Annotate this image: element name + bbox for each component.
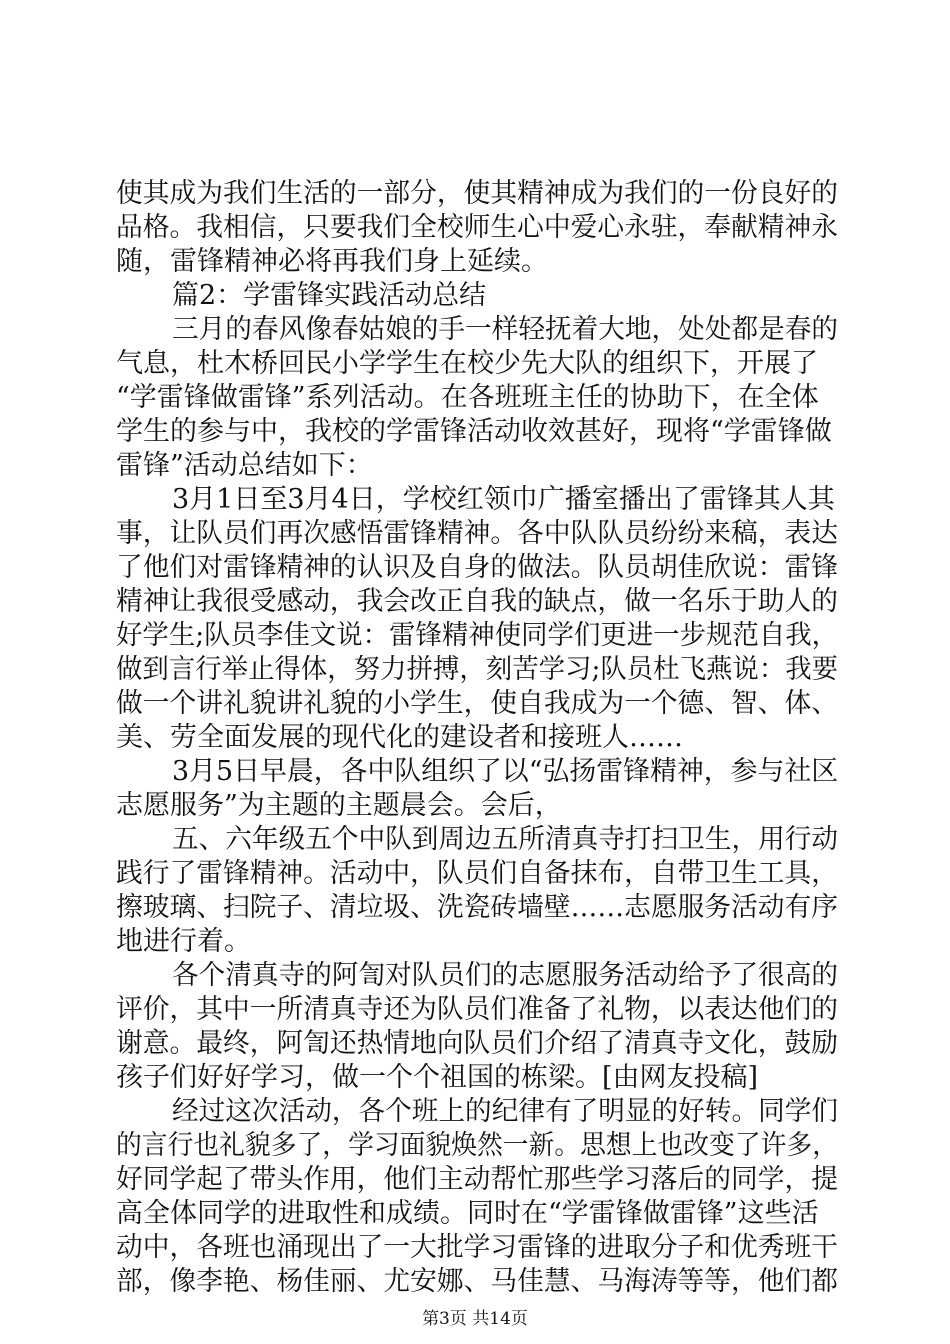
text-line: 地进行着。 [116,926,251,957]
text-line: 事，让队员们再次感悟雷锋精神。各中队队员纷纷来稿，表达 [116,518,839,549]
text-line: 各个清真寺的阿訇对队员们的志愿服务活动给予了很高的 [172,960,839,991]
text-line: 践行了雷锋精神。活动中，队员们自备抹布，自带卫生工具， [116,858,839,889]
text-line: 品格。我相信，只要我们全校师生心中爱心永驻，奉献精神永 [116,212,839,243]
text-line: 的言行也礼貌多了，学习面貌焕然一新。思想上也改变了许多， [116,1130,838,1161]
text-line: 三月的春风像春姑娘的手一样轻抚着大地，处处都是春的 [172,314,839,345]
page-number-footer: 第3页 共14页 [422,1309,528,1329]
text-line: 3月1日至3月4日，学校红领巾广播室播出了雷锋其人其 [172,484,835,515]
text-line: 动中，各班也涌现出了一大批学习雷锋的进取分子和优秀班干 [116,1232,839,1263]
text-line: 了他们对雷锋精神的认识及自身的做法。队员胡佳欣说：雷锋 [116,552,839,583]
text-line: 精神让我很受感动，我会改正自我的缺点，做一名乐于助人的 [116,586,839,617]
text-line: 使其成为我们生活的一部分，使其精神成为我们的一份良好的 [116,178,839,209]
text-line: 做一个讲礼貌讲礼貌的小学生，使自我成为一个德、智、体、 [116,688,839,719]
text-line: 评价，其中一所清真寺还为队员们准备了礼物，以表达他们的 [116,994,839,1025]
text-line: 美、劳全面发展的现代化的建设者和接班人…… [116,722,683,753]
text-line: 学生的参与中，我校的学雷锋活动收效甚好，现将“学雷锋做 [116,416,832,447]
text-line: 做到言行举止得体，努力拼搏，刻苦学习;队员杜飞燕说：我要 [116,654,839,685]
text-line: 谢意。最终，阿訇还热情地向队员们介绍了清真寺文化，鼓励 [116,1028,839,1059]
text-line: “学雷锋做雷锋”系列活动。在各班班主任的协助下，在全体 [116,382,819,413]
text-line: 孩子们好好学习，做一个个祖国的栋梁。[由网友投稿] [116,1062,759,1093]
text-line: 高全体同学的进取性和成绩。同时在“学雷锋做雷锋”这些活 [116,1198,819,1229]
text-line: 好学生;队员李佳文说：雷锋精神使同学们更进一步规范自我， [116,620,839,651]
text-line: 随，雷锋精神必将再我们身上延续。 [116,246,548,277]
text-line: 雷锋”活动总结如下： [116,450,373,481]
text-line: 志愿服务”为主题的主题晨会。会后， [116,790,562,821]
text-line: 五、六年级五个中队到周边五所清真寺打扫卫生，用行动 [172,824,839,855]
text-line: 经过这次活动，各个班上的纪律有了明显的好转。同学们 [172,1096,839,1127]
text-line: 部，像李艳、杨佳丽、尤安娜、马佳慧、马海涛等等，他们都 [116,1266,839,1297]
section-heading: 篇2：学雷锋实践活动总结 [172,280,487,311]
text-line: 擦玻璃、扫院子、清垃圾、洗瓷砖墙壁……志愿服务活动有序 [116,892,839,923]
text-line: 气息，杜木桥回民小学学生在校少先大队的组织下，开展了 [116,348,818,379]
text-line: 好同学起了带头作用，他们主动帮忙那些学习落后的同学，提 [116,1164,839,1195]
text-line: 3月5日早晨，各中队组织了以“弘扬雷锋精神，参与社区 [172,756,839,787]
